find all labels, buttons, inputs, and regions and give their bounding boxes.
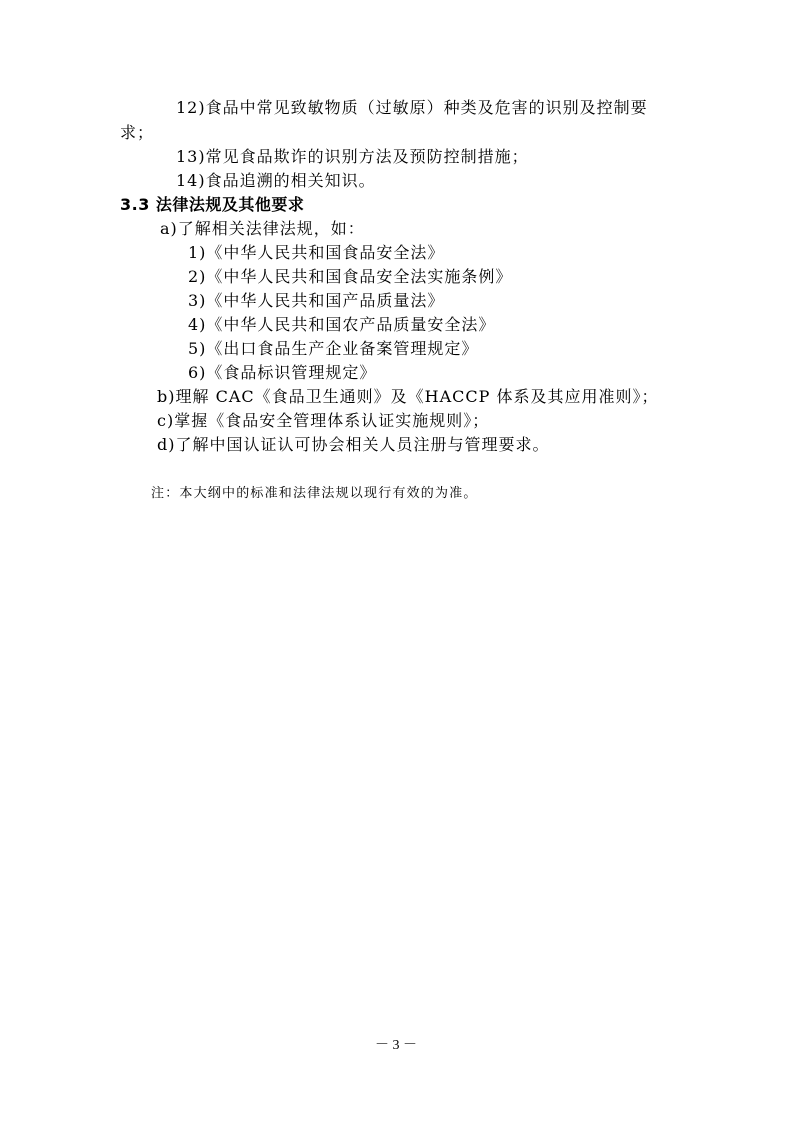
section-heading: 3.3 法律法规及其他要求 [120, 195, 305, 214]
item-14: 14)食品追溯的相关知识。 [176, 171, 376, 190]
footnote: 注：本大纲中的标准和法律法规以现行有效的为准。 [151, 486, 478, 501]
law-item-3: 3)《中华人民共和国产品质量法》 [188, 291, 445, 310]
law-item-6: 6)《食品标识管理规定》 [188, 363, 377, 382]
item-13: 13)常见食品欺诈的识别方法及预防控制措施； [176, 147, 529, 166]
item-d: d)了解中国认证认可协会相关人员注册与管理要求。 [157, 435, 550, 454]
item-c: c)掌握《食品安全管理体系认证实施规则》； [157, 411, 490, 430]
item-a-intro: a)了解相关法律法规，如： [160, 219, 365, 238]
page-number: － 3 － [375, 1038, 417, 1053]
item-12-line-2: 求； [120, 123, 155, 142]
law-item-5: 5)《出口食品生产企业备案管理规定》 [188, 339, 479, 358]
law-item-2: 2)《中华人民共和国食品安全法实施条例》 [188, 267, 513, 286]
item-b: b)理解 CAC《食品卫生通则》及《HACCP 体系及其应用准则》； [157, 387, 659, 406]
law-item-1: 1)《中华人民共和国食品安全法》 [188, 243, 445, 262]
item-12-line-1: 12)食品中常见致敏物质（过敏原）种类及危害的识别及控制要 [176, 98, 648, 117]
law-item-4: 4)《中华人民共和国农产品质量安全法》 [188, 315, 496, 334]
